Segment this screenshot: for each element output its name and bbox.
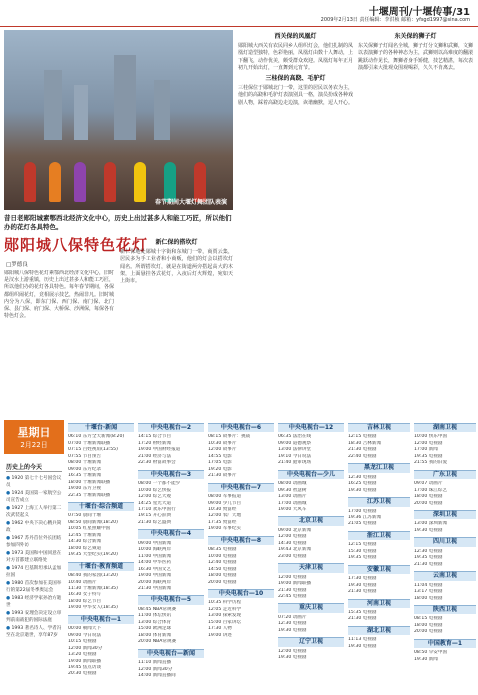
program-listing: 12:15 电视剧 (348, 434, 377, 440)
program-listing: 10:05 红星照耀中国 (68, 526, 111, 532)
channel-name: 辽宁卫视 (278, 637, 344, 646)
program-listing: 22:40 电视剧 (348, 453, 377, 459)
history-item: ● 1993 安理会决定设立审判前南战犯的国际法庭 (6, 611, 62, 624)
program-listing: 19:30 电视剧 (278, 627, 307, 633)
program-listing: 17:00 电视剧 (348, 508, 377, 514)
program-listing: 17:00 珠江综艺 (414, 487, 448, 493)
program-listing: 19:45 焦点访谈 (68, 664, 102, 670)
article-byline: □罗德良 (6, 262, 28, 268)
program-listing: 21:30 综艺盛典 (138, 519, 172, 525)
lantern-photo (4, 30, 233, 210)
channel-name: 河南卫视 (348, 599, 410, 608)
program-listing: 08:50 晨间新闻(18:20) (68, 519, 118, 525)
program-listing: 19:35 电视剧 (348, 555, 377, 561)
program-listing: 08:15 电视剧 (414, 616, 443, 622)
program-listing: 08:00 动画城 (278, 481, 307, 487)
program-listing: 22:35 十堰新闻联播 (68, 492, 111, 498)
program-listing: 12:00 综艺大观 (138, 494, 172, 500)
program-listing: 18:00 电视剧 (414, 494, 443, 500)
program-listing: 06:35 法治在线 (278, 434, 312, 440)
program-listing: 17:10 欢乐中国行 (138, 506, 176, 512)
program-listing: 19:35 电视剧 (414, 453, 443, 459)
program-listing: 07:00 十堰新闻联播 (68, 440, 111, 446)
program-listing: 13:00 法律讲堂 (278, 447, 312, 453)
program-listing: 17:35 致富经 (208, 519, 237, 525)
history-item: ● 1927 上海工人举行第二次武装起义 (6, 506, 62, 519)
program-listing: 07:15 百姓视角(13:55) (68, 447, 118, 453)
channel-name: 中央电视台—5 (138, 595, 204, 604)
history-item: ● 1974 巴基斯坦承认孟加拉国 (6, 566, 62, 579)
program-listing: 19:35 电视剧 (414, 555, 443, 561)
program-listing: 06:10 东方全天新闻(8:20) (68, 434, 125, 440)
program-listing: 19:43 北京新闻 (278, 547, 312, 553)
program-listing: 10:30 致富经 (208, 506, 237, 512)
channel-name: 中国教育—1 (414, 639, 476, 648)
channel-name: 湖南卫视 (414, 423, 476, 432)
program-listing: 20:00 海峡两岸 (138, 579, 172, 585)
channel-name: 天津卫视 (278, 563, 344, 572)
program-listing: 09:00 道德观察 (278, 440, 312, 446)
program-listing: 08:00 一个都不能少 (138, 481, 181, 487)
channel-name: 广东卫视 (414, 470, 476, 479)
history-item: ● 1983 经济学家孙冶方逝世 (6, 596, 62, 609)
program-listing: 17:30 人物 (208, 626, 232, 632)
program-listing: 21:05 电视剧 (348, 521, 377, 527)
program-listing: 15:00 欧洲足球 (138, 626, 172, 632)
program-listing: 09:30 智慧树 (278, 487, 307, 493)
program-listing: 08:00 军事报道 (208, 494, 242, 500)
program-listing: 08:35 电视剧 (208, 547, 237, 553)
program-listing: 19:30 电视剧 (348, 487, 377, 493)
program-listing: 19:00 军事纪实 (208, 526, 242, 532)
program-listing: 20:00 电视剧 (414, 500, 443, 506)
photo-caption: 春节期间大堰灯舞团队表演 (154, 199, 227, 206)
history-item: ● 1967 苏丹首位外长团结参加四外访 (6, 536, 62, 549)
program-listing: 17:00 动画城 (278, 500, 307, 506)
program-listing: 21:30 中国新闻 (138, 585, 172, 591)
program-listing: 19:00 大风车 (278, 506, 307, 512)
channel-name: 黑龙江卫视 (348, 463, 410, 472)
program-listing: 19:00 讲述 (208, 632, 232, 638)
tv-column-4 (208, 420, 274, 690)
program-listing: 08:00 十堰新闻 (68, 460, 102, 466)
program-listing: 16:25 电视剧 (348, 481, 377, 487)
program-listing: 11:13 电视剧 (348, 637, 377, 643)
program-listing: 07:50 晨间十堰 (68, 513, 102, 519)
program-listing: 08:45 NBA常规赛 (138, 606, 177, 612)
program-listing: 22:30 财富故事会 (138, 460, 176, 466)
program-listing: 09:00 北京新闻 (278, 527, 312, 533)
article-intro: 昔日老郧阳城素鄂西北经济文化中心，历史上出过甚多人和能工巧匠，所以他们办的花灯各具特色。 (4, 214, 232, 231)
program-listing: 19:00 东方卫视 (68, 486, 102, 492)
article-headline: 郧阳城八保特色花灯 (4, 236, 149, 254)
program-listing: 16:35 十堰新闻 (68, 473, 102, 479)
channel-name: 深圳卫视 (414, 510, 476, 519)
program-listing: 19:36 江苏新闻 (348, 514, 382, 520)
program-listing: 21:30 电视剧 (278, 587, 307, 593)
program-listing: 15:35 电视剧 (348, 609, 377, 615)
program-listing: 11:00 中国新闻 (138, 553, 172, 559)
program-listing: 18:30 吉林新闻 (348, 440, 382, 446)
program-listing: 10:15 电视剧 (68, 639, 97, 645)
channel-name: 湖北卫视 (348, 626, 410, 635)
program-listing: 13:00 深圳新闻 (414, 521, 448, 527)
program-listing: 16:30 女子特写 (68, 592, 102, 598)
program-listing: 13:00 动画片 (278, 494, 307, 500)
program-listing: 19:30 电视剧 (414, 527, 443, 533)
program-listing: 19:35 大型纪实(19:20) (68, 552, 118, 558)
program-listing: 14:00 中华医药 (138, 560, 172, 566)
program-listing: 14:25 星光大道 (138, 500, 172, 506)
program-listing: 18:00 电视剧 (414, 622, 443, 628)
page-header (0, 0, 478, 27)
program-listing: 19:00 中国财经报道 (138, 447, 181, 453)
program-listing: 21:55 我的旧爱 (414, 460, 448, 466)
history-item: ● 1980 首次参加在美国举行的第22届冬季奥运会 (6, 581, 62, 594)
program-listing: 17:00 新闻 (414, 447, 438, 453)
program-listing: 18:00 综艺频道 (68, 545, 102, 551)
program-listing: 21:30 电视剧 (348, 616, 377, 622)
history-item: ● 1924 美国第一家航空公司宣告成立 (6, 491, 62, 504)
program-listing: 13:20 电视剧 (68, 652, 97, 658)
program-listing: 00:00 朝闻天下 (68, 626, 102, 632)
channel-name: 北京卫视 (278, 516, 344, 525)
program-listing: 11:10 新闻直播 (138, 660, 172, 666)
program-listing: 18:00 电视剧 (208, 573, 237, 579)
program-listing: 20:00 电视剧 (208, 579, 237, 585)
program-listing: 20:00 电视剧 (414, 629, 443, 635)
program-listing: 18:00 十堰新闻联播 (68, 479, 111, 485)
program-listing: 09:07 动画片 (414, 481, 443, 487)
channel-name: 吉林卫视 (348, 423, 410, 432)
program-listing: 21:40 庭审现场 (278, 460, 312, 466)
program-listing: 08:15 故事片：挑战 (208, 434, 251, 440)
tv-column-5 (278, 420, 344, 690)
program-listing: 10:00 快乐中国 (414, 434, 448, 440)
program-listing: 14:30 综合新闻 (68, 539, 102, 545)
channel-name: 安徽卫视 (348, 565, 410, 574)
channel-name: 中央电视台—10 (208, 589, 274, 598)
program-listing: 12:00 电视剧 (278, 534, 307, 540)
masthead: 十堰周刊/十堰传事/31 (368, 7, 470, 18)
program-listing: 19:15 开心辞典 (138, 513, 172, 519)
program-listing: 08:40 我的家园(13:20) (68, 573, 118, 579)
program-listing: 19:30 电视剧 (348, 582, 377, 588)
program-listing: 08:50 早安中国 (414, 650, 448, 656)
program-listing: 15:00 百家讲坛 (208, 619, 242, 625)
channel-name: 十堰台·综合频道 (68, 502, 134, 511)
program-listing: 19:10 今日说法 (278, 453, 312, 459)
program-listing: 12:15 电视剧 (348, 542, 377, 548)
program-listing: 14:50 电视剧 (208, 566, 237, 572)
channel-name: 中央电视台—2 (138, 423, 204, 432)
program-listing: 19:00 新闻联播 (68, 658, 102, 664)
channel-name: 陕西卫视 (414, 605, 476, 614)
program-listing: 09:00 少儿节目 (208, 500, 242, 506)
program-listing: 12:30 电视剧 (414, 548, 443, 554)
tv-column-2 (68, 420, 134, 690)
program-listing: 13:00 探索发现 (208, 613, 242, 619)
program-listing: 20:00 NBA常规赛 (138, 639, 177, 645)
channel-name: 十堰台·新闻 (68, 423, 134, 432)
program-listing: 15:30 电视剧 (348, 548, 377, 554)
history-item: ● 1973 美国和中国同意在对方首都建立联络处 (6, 551, 62, 564)
history-item: ● 1920 第七十七号国会议员 (6, 476, 62, 489)
channel-name: 四川卫视 (414, 537, 476, 546)
program-listing: 19:20 电影 (208, 466, 232, 472)
program-listing: 10:00 电视剧 (208, 553, 237, 559)
program-listing: 11:00 体坛快讯 (138, 613, 172, 619)
program-listing: 16:30 中国文艺 (138, 566, 172, 572)
program-listing: 12:00 电视剧 (278, 574, 307, 580)
channel-name: 中央电视台—12 (278, 423, 344, 432)
program-listing: 20:30 电视剧 (68, 671, 97, 677)
program-listing: 12:45 十堰新闻 (68, 532, 102, 538)
program-listing: 19:30 电视剧 (278, 655, 307, 661)
channel-name: 中央电视台—少儿 (278, 470, 344, 479)
channel-name: 中央电视台—1 (68, 615, 134, 624)
program-listing: 13:17 电视剧 (414, 589, 443, 595)
article-col3: 东关保的狮子灯 东关保狮子灯闻名全城，狮子灯分文狮和武狮，文狮以表演狮子的各种神态为主，武狮则以高难度的翻滚跳跃动作见长，舞狮者身手矫健，技艺精湛，每次表演都引来大批观众围观喝彩，久久不肯离去。 (358, 33, 473, 71)
channel-name: 中央电视台—8 (208, 536, 274, 545)
program-listing: 12:30 电视剧 (278, 621, 307, 627)
channel-name: 中央电视台—7 (208, 483, 274, 492)
program-listing: 14:15 综合节目 (138, 434, 172, 440)
program-listing: 12:00 电视剧 (278, 648, 307, 654)
tv-day-box (4, 420, 64, 690)
date-tab: 星期日 2月22日 (4, 420, 64, 454)
program-listing: 19:00 中国新闻 (138, 573, 172, 579)
program-listing: 19:00 中华女人(18:35) (68, 605, 118, 611)
channel-name: 浙江卫视 (348, 531, 410, 540)
program-listing: 18:00 电视剧 (414, 595, 443, 601)
program-listing: 12:05 走近科学 (208, 606, 242, 612)
program-listing: 11:04 电视剧 (414, 582, 443, 588)
program-listing: 18:00 体育新闻 (138, 632, 172, 638)
tv-column-6 (348, 420, 410, 690)
program-listing: 21:30 电视剧 (348, 447, 377, 453)
program-listing: 12:30 电视剧 (348, 474, 377, 480)
program-listing: 09:00 中国新闻 (138, 540, 172, 546)
program-listing: 23:00 电视剧 (278, 553, 307, 559)
program-listing: 17:20 财经新闻 (138, 440, 172, 446)
program-listing: 14:00 新闻直播间 (138, 672, 176, 678)
program-listing: 14:30 电视剧 (278, 540, 307, 546)
program-listing: 19:30 电视剧 (348, 643, 377, 649)
channel-name: 云南卫视 (414, 571, 476, 580)
program-listing: 12:00 电视剧 (414, 440, 443, 446)
program-listing: 12:00 新闻30分 (138, 666, 173, 672)
program-listing: 21:30 故事片 (208, 473, 237, 479)
program-listing: 12:00 故事片 (208, 447, 237, 453)
program-listing: 19:00 新闻联播 (278, 581, 312, 587)
program-listing: 12:00 新闻30分 (68, 645, 103, 651)
program-listing: 10:00 综艺快报 (138, 487, 172, 493)
program-listing: 13:00 综合体育 (138, 619, 172, 625)
program-listing: 21:30 电视剧 (348, 589, 377, 595)
history-item: ● 1962 中央下决心精兵简政 (6, 521, 62, 534)
channel-name: 重庆卫视 (278, 603, 344, 612)
program-listing: 22:45 电视剧 (278, 593, 307, 599)
program-listing: 17:05 电影 (208, 460, 232, 466)
program-listing: 12:40 电视剧 (208, 560, 237, 566)
program-listing: 10:40 动画片 (68, 579, 97, 585)
program-listing: 19:30 新闻 (414, 656, 438, 662)
program-listing: 09:00 今日说法 (68, 632, 102, 638)
channel-name: 中央电视台—新闻 (138, 649, 204, 658)
program-listing: 10:35 科学历程 (208, 600, 242, 606)
channel-name: 十堰台·教育频道 (68, 562, 134, 571)
program-listing: 09:00 东方纪录 (68, 466, 102, 472)
program-listing: 17:30 电视剧 (348, 576, 377, 582)
article-col1b: 新仁保的搭坎灯 新仁保地处郧城十字街和东城门一带，商贾云集，居民多为手工业者和小商贩，他们的灯会以搭坎灯闻名。所谓搭坎灯，就是在街道两旁搭起高大的木架，上面悬挂各式花灯，入夜后灯火辉煌，宛如天上街市。 (120, 239, 233, 285)
program-listing: 07:20 动画片 (278, 614, 307, 620)
channel-name: 中央电视台—3 (138, 470, 204, 479)
article-col1: 郧阳城八保特色花灯素鄂西北经济文化中心，旧时是汉水上游重镇，历史上出过甚多人和能工巧匠，所以他们办的花灯各具特色。每年春节期间，各保都组织闹花灯，竞相展示技艺，热闹非凡。旧时城内分为八保，即东门保、西门保、南门保、北门保、县门保、府门保、大桥保、沙洲保，每保各有特色灯会。 (4, 270, 114, 320)
program-listing: 07:55 节目预告 (68, 453, 102, 459)
article-col2: 西关保的凤凰灯 郧阳城大西关有农民同乡人组织灯会，他们扎制的凤凰灯造型独特，色彩艳丽，凤凰灯由数十人舞动，上下翻飞，动作优美，颇受群众欢迎。凤凰灯每年正月初九开始出灯，一直舞到元宵节。 三桂保的高跷、毛驴灯 三桂保位于郧城北门一带，这里的居民以务农为主，他们的高跷和毛驴灯表演别具一格，演员扮成各种戏剧人物，踩着高跷边走边演，诙谐幽默，逗人开心。 (238, 33, 353, 106)
tv-column-3 (138, 420, 204, 690)
program-listing: 12:00 农广天地 (208, 513, 242, 519)
tv-column-7 (414, 420, 476, 690)
program-listing: 14:55 电影 (208, 453, 232, 459)
history-title: 历史上的今天 (6, 462, 62, 472)
channel-name: 中央电视台—4 (138, 529, 204, 538)
issue-info: 2009年2月13日 责任编辑：李洪桢 邮箱：yfsgd1997@sina.com (320, 17, 470, 23)
program-listing: 10:30 故事片 (208, 440, 237, 446)
program-listing: 21:00 经济与法 (138, 453, 172, 459)
history-item: ● 1993 著名诗人、学者冯至在北京逝世，享年87岁 (6, 626, 62, 639)
program-listing: 18:00 综艺节目 (68, 598, 102, 604)
program-listing: 11:30 十堰新闻(18:35) (68, 585, 118, 591)
program-listing: 10:00 海峡两岸 (138, 547, 172, 553)
channel-name: 中央电视台—6 (208, 423, 274, 432)
program-listing: 21:30 电视剧 (414, 561, 443, 567)
channel-name: 江苏卫视 (348, 497, 410, 506)
